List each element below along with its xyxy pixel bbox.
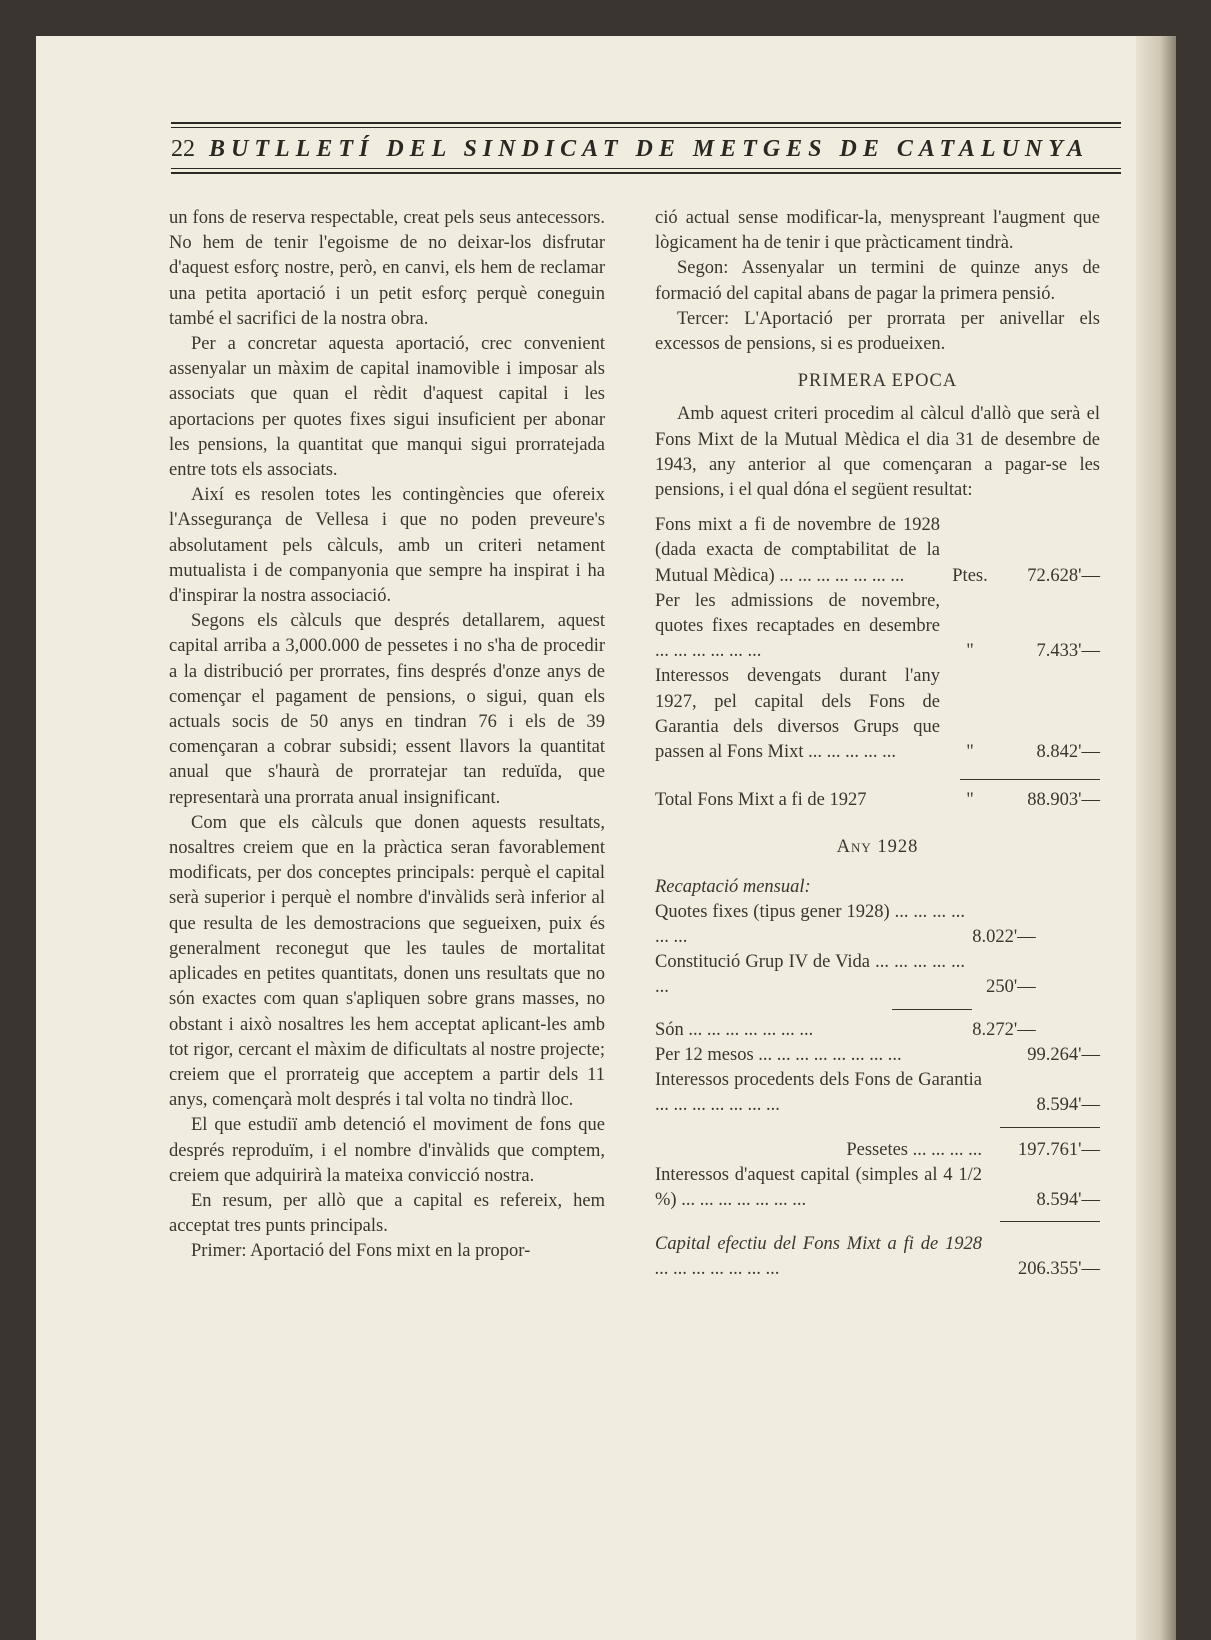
intro-paragraph: Amb aquest criteri procedim al càlcul d'allò que serà el Fons Mixt de la Mutual Mèdica el dia 31 de desembre de 1943, any anterior al que començaran a pagar-se les pensions, i el qual dóna el següent resultat: — [655, 404, 1100, 501]
paragraph: Per a concretar aquesta aportació, crec convenient assenyalar un màxim de capital inamovible i imposar als associats que quan el rèdit d'aquest capital i les aportacions per quotes fixes sigui insuficient per abonar les pensions, la quantitat que manqui sigui prorratejada entre tots els associats. — [169, 334, 605, 481]
page-curl-shadow — [1136, 36, 1176, 1640]
account-row: Interessos devengats durant l'any 1927, pel capital dels Fons de Garantia dels diversos Grups que passen al Fons Mixt ... ... ... ... ... " 8.842'— — [655, 666, 1100, 763]
paragraph: Segon: Assenyalar un termini de quinze anys de formació del capital abans de pagar la primera pensió. — [655, 258, 1100, 304]
paragraph: Com que els càlculs que donen aquests resultats, nosaltres creiem que en la pràctica seran favorablement modificats, per dos conceptes principals: perquè el capital serà superior i perquè el nombre d'invàlids serà inferior al que resulta de les demostracions que segueixen, puix és generalment reconegut que les taules de mortalitat aplicades en petites quantitats, donen uns resultats que no són exactes com quan s'apliquen sobre grans masses, no obstant i això nosaltres les hem acceptat aplicant-les amb tot rigor, cercant el màxim de dificultats al nostre projecte; creiem que el prorrateig que acceptem a partir dels 11 anys, començarà molt després i tal volta no tindrà lloc. — [169, 812, 605, 1111]
subtotal-rule — [892, 1009, 972, 1010]
header-rule-bottom — [171, 172, 1121, 174]
subtotal-row: Són ... ... ... ... ... ... ... 8.272'— — [655, 1019, 1036, 1040]
capital-rule — [1000, 1221, 1100, 1222]
paragraph: ció actual sense modificar-la, menyspreant l'augment que lògicament ha de tenir i que pràcticament tindrà. — [655, 208, 1100, 254]
page — [36, 36, 1176, 1640]
monthly-row: Quotes fixes (tipus gener 1928) ... ... ... ... ... ... 8.022'— — [655, 901, 1036, 948]
header-rule-bottom-thin — [171, 168, 1121, 169]
running-header — [171, 132, 1121, 166]
journal-title: BUTLLETÍ DEL SINDICAT DE METGES DE CATALUNYA — [209, 135, 1090, 162]
page-number: 22 — [171, 135, 195, 162]
paragraph: Tercer: L'Aportació per prorrata per anivellar els excessos de pensions, si es produeixen. — [655, 308, 1100, 355]
account-total-row: Total Fons Mixt a fi de 1927 " 88.903'— — [655, 790, 1100, 811]
monthly-heading: Recaptació mensual: — [655, 876, 811, 897]
capital-interest-row: Interessos d'aquest capital (simples al 4 1/2 %) ... ... ... ... ... ... ... 8.594'— — [655, 1164, 1100, 1210]
pessetes-rule — [1000, 1127, 1100, 1128]
header-rule-top-thin — [171, 127, 1121, 128]
section-heading: PRIMERA EPOCA — [797, 371, 958, 392]
paragraph: Primer: Aportació del Fons mixt en la propor- — [191, 1241, 531, 1262]
total-rule — [960, 779, 1100, 780]
effective-capital-row: Capital efectiu del Fons Mixt a fi de 1928 ... ... ... ... ... ... ... 206.355'— — [655, 1234, 1100, 1280]
guarantee-interest-row: Interessos procedents dels Fons de Garantia ... ... ... ... ... ... ... 8.594'— — [655, 1070, 1100, 1116]
monthly-row: Constitució Grup IV de Vida ... ... ... ... ... ... 250'— — [655, 952, 1036, 998]
right-column — [655, 206, 1100, 1283]
left-column — [169, 206, 605, 1265]
account-row: Fons mixt a fi de novembre de 1928 (dada exacta de comptabilitat de la Mutual Mèdica) ... ... ... ... ... ... ... Ptes. 72.628'— — [655, 515, 1100, 586]
paragraph: Així es resolen totes les contingències que ofereix l'Assegurança de Vellesa i que no poden preveure's absolutament pels càlculs, amb un criteri netament mutualista i de companyonia que sempre ha inspirat i ha d'inspirar la nostra associació. — [169, 485, 605, 607]
paragraph: El que estudiï amb detenció el moviment de fons que després reproduïm, i el nombre d'invàlids que comptem, creiem que adquirirà la mateixa convicció nostra. — [169, 1115, 605, 1186]
pessetes-row: Pessetes ... ... ... ... 197.761'— — [846, 1139, 1100, 1160]
header-rule-top — [171, 122, 1121, 124]
paragraph: En resum, per allò que a capital es refereix, hem acceptat tres punts principals. — [169, 1190, 605, 1237]
account-row: Per les admissions de novembre, quotes fixes recaptades en desembre ... ... ... ... ... ... " 7.433'— — [655, 590, 1100, 662]
months-row: Per 12 mesos ... ... ... ... ... ... ... ... 99.264'— — [655, 1044, 1100, 1065]
monthly-table — [655, 900, 1100, 1283]
paragraph: un fons de reserva respectable, creat pels seus antecessors. No hem de tenir l'egoisme de no deixar-los disfrutar d'aquest esforç nostre, però, en canvi, els hem de reclamar una petita aportació i un petit esforç perquè coneguin també el sacrifici de la nostra obra. — [169, 208, 605, 329]
paragraph: Segons els càlculs que després detallarem, aquest capital arriba a 3,000.000 de pessetes i no s'ha de procedir a la distribució per prorrates, fins després d'onze anys de començar el pagament de pensions, o sigui, quan els actuals socis de 50 anys en tindran 76 i els de 39 començaran a cobrar subsidi; essent llavors la quantitat anual que s'haurà de prorratejar tan reduïda, que representarà una prorrata anual insignificant. — [169, 611, 605, 808]
account-table — [655, 513, 1100, 813]
year-heading: Any 1928 — [836, 837, 919, 858]
